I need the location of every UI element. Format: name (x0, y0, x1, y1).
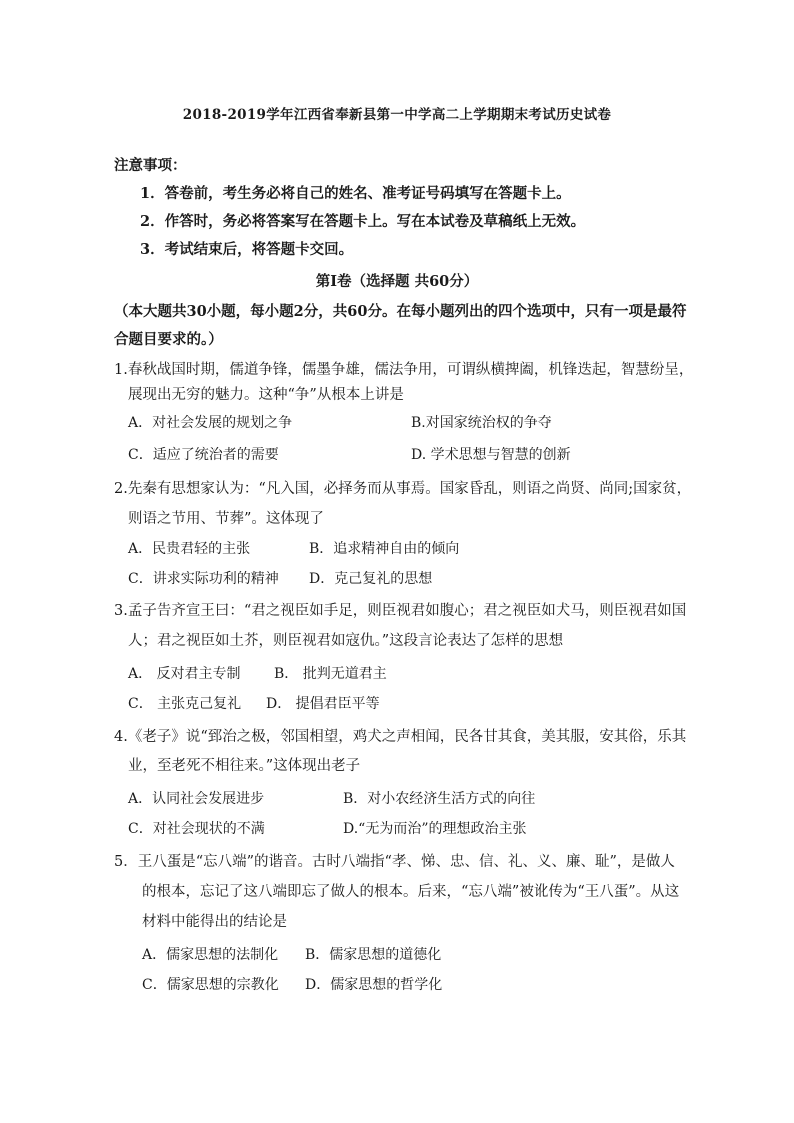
question-5-text: 的根本，忘记了这八端即忘了做人的根本。后来，“忘八端”被讹传为“王八蛋”。从这 (142, 884, 680, 900)
section-title: 第Ⅰ卷（选择题 共60分） (315, 273, 479, 290)
notice-heading: 注意事项： (114, 157, 187, 174)
question-4-option-c: C．对社会现状的不满 (128, 821, 265, 837)
question-2-text: 则语之节用、节葬”。这体现了 (128, 511, 324, 527)
question-2-option-b: B．追求精神自由的倾向 (309, 541, 460, 557)
question-2-option-d: D．克己复礼的思想 (309, 571, 433, 587)
question-5-text: 5．王八蛋是“忘八端”的谐音。古时八端指“孝、悌、忠、信、礼、义、廉、耻”，是做人 (114, 854, 675, 870)
question-3-text: 3.孟子告齐宣王曰：“君之视臣如手足，则臣视君如腹心；君之视臣如犬马，则臣视君如国 (114, 603, 687, 619)
question-2-option-c: C．讲求实际功利的精神 (128, 571, 279, 587)
notice-item: 1．答卷前，考生务必将自己的姓名、准考证号码填写在答题卡上。 (140, 185, 571, 202)
question-3-option-c: C． 主张克己复礼 (128, 696, 242, 712)
question-5-option-c: C．儒家思想的宗教化 (142, 977, 279, 993)
question-3-text: 人；君之视臣如土芥，则臣视君如寇仇。”这段言论表达了怎样的思想 (128, 633, 564, 649)
question-4-text: 4.《老子》说“郅治之极，邻国相望，鸡犬之声相闻，民各甘其食，美其服，安其俗，乐其 (114, 729, 687, 745)
question-1-option-c: C．适应了统治者的需要 (128, 447, 279, 463)
question-3-option-a: A． 反对君主专制 (128, 666, 241, 682)
question-2-option-a: A．民贵君轻的主张 (128, 541, 251, 557)
question-5-option-d: D．儒家思想的哲学化 (305, 977, 443, 993)
question-1-option-d: D. 学术思想与智慧的创新 (411, 447, 571, 463)
question-4-text: 业，至老死不相往来。”这体现出老子 (128, 758, 361, 774)
question-5-option-b: B．儒家思想的道德化 (305, 947, 442, 963)
question-5-option-a: A．儒家思想的法制化 (142, 947, 279, 963)
question-4-option-a: A．认同社会发展进步 (128, 791, 265, 807)
section-instruction: 合题目要求的。） (114, 331, 223, 348)
question-1-option-a: A．对社会发展的规划之争 (128, 415, 293, 431)
question-5-text: 材料中能得出的结论是 (142, 914, 287, 930)
question-2-text: 2.先秦有思想家认为：“凡入国，必择务而从事焉。国家昏乱，则语之尚贤、尚同;国家贫， (114, 481, 692, 497)
section-instruction: （本大题共30小题，每小题2分，共60分。在每小题列出的四个选项中，只有一项是最符 (114, 303, 687, 320)
question-3-option-b: B． 批判无道君主 (274, 666, 387, 682)
exam-title: 2018-2019学年江西省奉新县第一中学高二上学期期末考试历史试卷 (182, 107, 612, 123)
question-4-option-b: B．对小农经济生活方式的向往 (343, 791, 536, 807)
question-1-text: 1.春秋战国时期，儒道争锋，儒墨争雄，儒法争用，可谓纵横捭阖，机锋迭起，智慧纷呈， (114, 362, 694, 378)
notice-item: 3．考试结束后，将答题卡交回。 (140, 241, 354, 258)
question-3-option-d: D． 提倡君臣平等 (266, 696, 380, 712)
question-1-text: 展现出无穷的魅力。这种“争”从根本上讲是 (128, 387, 404, 403)
question-4-option-d: D.“无为而治”的理想政治主张 (343, 821, 527, 837)
notice-item: 2．作答时，务必将答案写在答题卡上。写在本试卷及草稿纸上无效。 (140, 213, 586, 230)
question-1-option-b: B.对国家统治权的争夺 (411, 415, 552, 431)
